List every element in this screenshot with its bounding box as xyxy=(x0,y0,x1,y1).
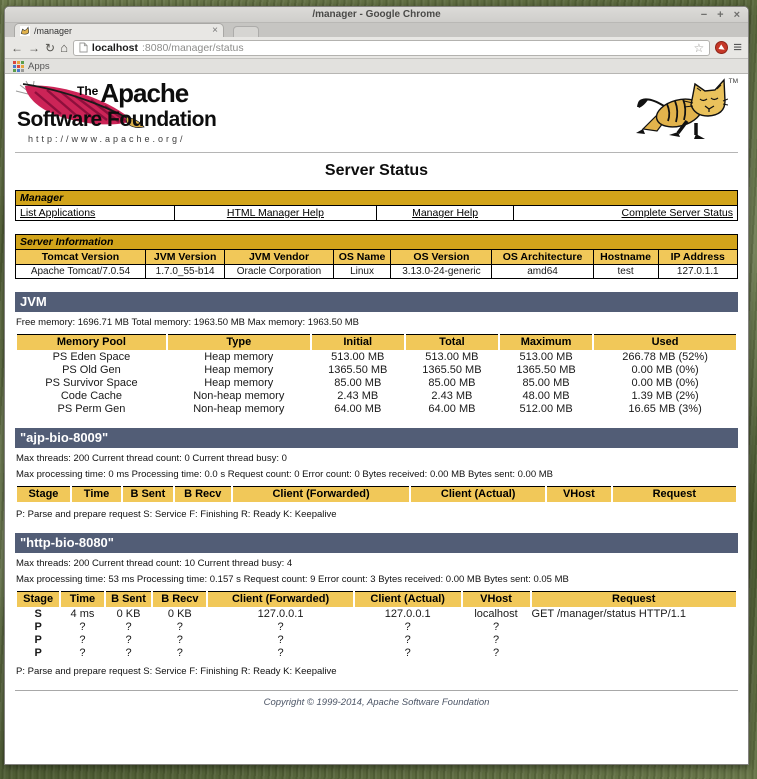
table-cell: Non-heap memory xyxy=(193,389,285,402)
apps-grid-icon xyxy=(13,61,24,72)
table-cell: ? xyxy=(492,620,500,633)
ajp-table-header-row xyxy=(17,486,736,502)
page-title: Server Status xyxy=(324,162,429,179)
table-row xyxy=(17,389,736,402)
url-bar[interactable] xyxy=(73,40,710,56)
server-information-header-row xyxy=(16,250,738,265)
tab-strip xyxy=(5,23,748,37)
table-cell: Heap memory xyxy=(204,350,274,363)
table-cell: Non-heap memory xyxy=(193,402,285,415)
tab-manager[interactable] xyxy=(14,23,224,37)
table-cell: 1.7.0_55-b14 xyxy=(145,265,224,279)
table-cell: 0 KB xyxy=(116,607,141,620)
table-cell: 64.00 MB xyxy=(334,402,382,415)
table-cell: ? xyxy=(79,620,86,633)
ajp-stage-legend: P: Parse and prepare request S: Service F: Finishing R: Ready K: Keepalive xyxy=(16,509,337,520)
column-header: Initial xyxy=(312,334,404,350)
forward-icon[interactable]: → xyxy=(28,40,40,55)
column-header: Hostname xyxy=(593,250,658,265)
table-cell: P xyxy=(34,646,42,659)
column-header: Maximum xyxy=(500,334,592,350)
ajp-connector-title: "ajp-bio-8009" xyxy=(20,430,109,445)
column-header: Time xyxy=(61,591,103,607)
table-cell: 127.0.0.1 xyxy=(384,607,431,620)
manager-links-row xyxy=(16,206,738,221)
tomcat-favicon-icon xyxy=(20,26,30,36)
server-information-table xyxy=(15,234,738,279)
table-cell: PS Old Gen xyxy=(62,363,121,376)
ajp-requests-table xyxy=(15,486,738,502)
table-row xyxy=(17,620,736,633)
tab-close-icon[interactable]: × xyxy=(212,25,218,36)
close-button[interactable]: × xyxy=(733,9,740,21)
column-header: B Recv xyxy=(175,486,231,502)
table-cell: ? xyxy=(404,620,411,633)
table-cell: 85.00 MB xyxy=(428,376,476,389)
column-header: Client (Actual) xyxy=(355,591,461,607)
column-header: Stage xyxy=(17,591,59,607)
server-information-section-title: Server Information xyxy=(16,235,738,250)
table-cell: Code Cache xyxy=(60,389,123,402)
table-cell: 1.39 MB (2%) xyxy=(631,389,699,402)
http-table-header-row xyxy=(17,591,736,607)
table-row xyxy=(17,402,736,415)
column-header: B Sent xyxy=(123,486,172,502)
copyright-notice: Copyright © 1999-2014, Apache Software Foundation xyxy=(263,697,490,708)
table-cell: Apache Tomcat/7.0.54 xyxy=(16,265,146,279)
column-header: OS Architecture xyxy=(492,250,593,265)
http-requests-table xyxy=(15,591,738,659)
window-titlebar[interactable] xyxy=(5,7,748,23)
table-cell: ? xyxy=(404,633,411,646)
table-cell: ? xyxy=(176,620,183,633)
table-cell: PS Perm Gen xyxy=(57,402,126,415)
table-cell: P xyxy=(34,633,42,646)
tab-title: /manager xyxy=(34,25,73,36)
home-icon[interactable]: ⌂ xyxy=(60,40,68,55)
back-icon[interactable]: ← xyxy=(11,40,23,55)
table-cell: 512.00 MB xyxy=(519,402,573,415)
table-cell: 48.00 MB xyxy=(522,389,570,402)
page-content xyxy=(5,74,748,764)
table-cell: ? xyxy=(404,646,411,659)
column-header: Client (Forwarded) xyxy=(233,486,409,502)
footer-divider xyxy=(15,690,738,691)
ajp-stats-line: Max processing time: 0 ms Processing time: 0.0 s Request count: 0 Error count: 0 Bytes received: 0.00 MB Bytes sent: 0.00 MB xyxy=(16,469,553,480)
table-cell: ? xyxy=(125,633,132,646)
table-cell xyxy=(532,633,736,646)
table-cell: 127.0.1.1 xyxy=(658,265,737,279)
table-cell: ? xyxy=(277,633,284,646)
ajp-connector-header xyxy=(15,428,738,448)
new-tab-button[interactable] xyxy=(233,26,259,37)
column-header: Stage xyxy=(17,486,70,502)
table-cell: 1365.50 MB xyxy=(516,363,576,376)
table-cell: 513.00 MB xyxy=(331,350,385,363)
server-information-value-row xyxy=(16,265,738,279)
table-cell: ? xyxy=(176,633,183,646)
bookmarks-bar xyxy=(5,59,748,74)
table-cell: 85.00 MB xyxy=(334,376,382,389)
table-cell: 85.00 MB xyxy=(522,376,570,389)
ajp-threads-line: Max threads: 200 Current thread count: 0 Current thread busy: 0 xyxy=(16,453,287,464)
maximize-button[interactable]: + xyxy=(717,9,724,21)
table-row xyxy=(17,376,736,389)
table-cell: P xyxy=(34,620,42,633)
table-cell: ? xyxy=(277,646,284,659)
browser-window xyxy=(4,6,749,765)
logo-row xyxy=(15,78,738,150)
url-path: :8080/manager/status xyxy=(142,41,244,54)
table-cell: 1365.50 MB xyxy=(422,363,482,376)
table-row xyxy=(17,350,736,363)
bookmark-star-icon[interactable]: ☆ xyxy=(693,40,705,55)
apps-label[interactable]: Apps xyxy=(28,60,50,72)
table-cell: 3.13.0-24-generic xyxy=(391,265,492,279)
link-manager-help[interactable]: Manager Help xyxy=(412,207,479,219)
asf-logo-line2: Software Foundation xyxy=(17,108,217,131)
table-cell: 266.78 MB (52%) xyxy=(622,350,708,363)
table-cell: PS Survivor Space xyxy=(45,376,138,389)
manager-table xyxy=(15,190,738,221)
table-cell: Oracle Corporation xyxy=(225,265,333,279)
window-title: /manager - Google Chrome xyxy=(312,9,441,20)
table-cell: 513.00 MB xyxy=(519,350,573,363)
jvm-section-title: JVM xyxy=(20,294,47,309)
table-cell: Heap memory xyxy=(204,363,274,376)
table-row xyxy=(17,363,736,376)
table-cell: 127.0.0.1 xyxy=(257,607,304,620)
table-cell: 0 KB xyxy=(167,607,192,620)
column-header: Client (Actual) xyxy=(411,486,545,502)
column-header: Request xyxy=(532,591,736,607)
column-header: JVM Vendor xyxy=(225,250,333,265)
header-divider xyxy=(15,152,738,153)
table-cell: amd64 xyxy=(492,265,593,279)
table-cell: ? xyxy=(125,620,132,633)
http-connector-title: "http-bio-8080" xyxy=(20,535,114,550)
table-cell: ? xyxy=(125,646,132,659)
table-cell: ? xyxy=(79,633,86,646)
manager-section-title: Manager xyxy=(16,191,738,206)
table-cell: test xyxy=(593,265,658,279)
memory-table-header-row xyxy=(17,334,736,350)
column-header: Type xyxy=(168,334,310,350)
tomcat-cat-icon xyxy=(634,78,728,142)
column-header: Time xyxy=(72,486,121,502)
column-header: IP Address xyxy=(658,250,737,265)
jvm-memory-summary: Free memory: 1696.71 MB Total memory: 1963.50 MB Max memory: 1963.50 MB xyxy=(16,317,360,328)
table-cell: 0.00 MB (0%) xyxy=(631,376,699,389)
column-header: B Recv xyxy=(153,591,206,607)
column-header: VHost xyxy=(463,591,530,607)
table-cell: 513.00 MB xyxy=(425,350,479,363)
table-cell: localhost xyxy=(474,607,518,620)
column-header: JVM Version xyxy=(145,250,224,265)
column-header: Memory Pool xyxy=(17,334,166,350)
jvm-section-header xyxy=(15,292,738,312)
menu-icon[interactable]: ≡ xyxy=(733,39,742,56)
table-cell: ? xyxy=(176,646,183,659)
asf-logo-url: http://www.apache.org/ xyxy=(28,134,186,144)
column-header: OS Name xyxy=(333,250,391,265)
table-cell xyxy=(532,646,736,659)
http-threads-line: Max threads: 200 Current thread count: 10 Current thread busy: 4 xyxy=(16,558,293,569)
jvm-memory-table xyxy=(15,334,738,415)
page-icon xyxy=(79,42,88,53)
table-cell: 2.43 MB xyxy=(431,389,473,402)
link-complete-server-status[interactable]: Complete Server Status xyxy=(621,207,733,219)
table-cell: GET /manager/status HTTP/1.1 xyxy=(531,607,686,620)
link-html-manager-help[interactable]: HTML Manager Help xyxy=(226,207,324,219)
http-connector-header xyxy=(15,533,738,553)
column-header: VHost xyxy=(547,486,610,502)
apache-feather-logo[interactable] xyxy=(15,78,275,150)
table-cell: ? xyxy=(277,620,284,633)
http-stats-line: Max processing time: 53 ms Processing time: 0.157 s Request count: 9 Error count: 3 Bytes received: 0.00 MB Bytes sent: 0.05 MB xyxy=(16,574,569,585)
column-header: Used xyxy=(594,334,736,350)
reload-icon[interactable]: ↻ xyxy=(45,40,56,55)
http-stage-legend: P: Parse and prepare request S: Service F: Finishing R: Ready K: Keepalive xyxy=(16,666,337,677)
table-cell: 1365.50 MB xyxy=(328,363,388,376)
column-header: OS Version xyxy=(391,250,492,265)
table-cell: 64.00 MB xyxy=(428,402,476,415)
table-cell: ? xyxy=(492,646,500,659)
table-cell: 4 ms xyxy=(70,607,95,620)
minimize-button[interactable]: − xyxy=(700,9,708,21)
table-cell: ? xyxy=(492,633,500,646)
table-row xyxy=(17,607,736,620)
table-cell: 16.65 MB (3%) xyxy=(628,402,702,415)
tomcat-logo[interactable] xyxy=(634,78,736,148)
browser-toolbar xyxy=(5,37,748,59)
table-row xyxy=(17,633,736,646)
asf-logo-line1: $^{The}$Apache xyxy=(77,78,189,108)
table-cell: 0.00 MB (0%) xyxy=(631,363,699,376)
window-controls xyxy=(701,7,740,23)
table-cell: S xyxy=(34,607,42,620)
column-header: Total xyxy=(406,334,498,350)
tomcat-tm-label: TM xyxy=(728,78,738,85)
column-header: Tomcat Version xyxy=(16,250,146,265)
column-header: Client (Forwarded) xyxy=(208,591,353,607)
table-cell xyxy=(532,620,736,633)
table-row xyxy=(17,646,736,659)
table-cell: ? xyxy=(79,646,86,659)
table-cell: PS Eden Space xyxy=(52,350,131,363)
adblock-extension-icon[interactable] xyxy=(715,41,728,54)
url-host: localhost xyxy=(91,41,139,54)
table-cell: Linux xyxy=(333,265,391,279)
column-header: B Sent xyxy=(106,591,152,607)
link-list-applications[interactable]: List Applications xyxy=(20,207,96,219)
column-header: Request xyxy=(613,486,736,502)
table-cell: Heap memory xyxy=(204,376,274,389)
table-cell: 2.43 MB xyxy=(337,389,379,402)
